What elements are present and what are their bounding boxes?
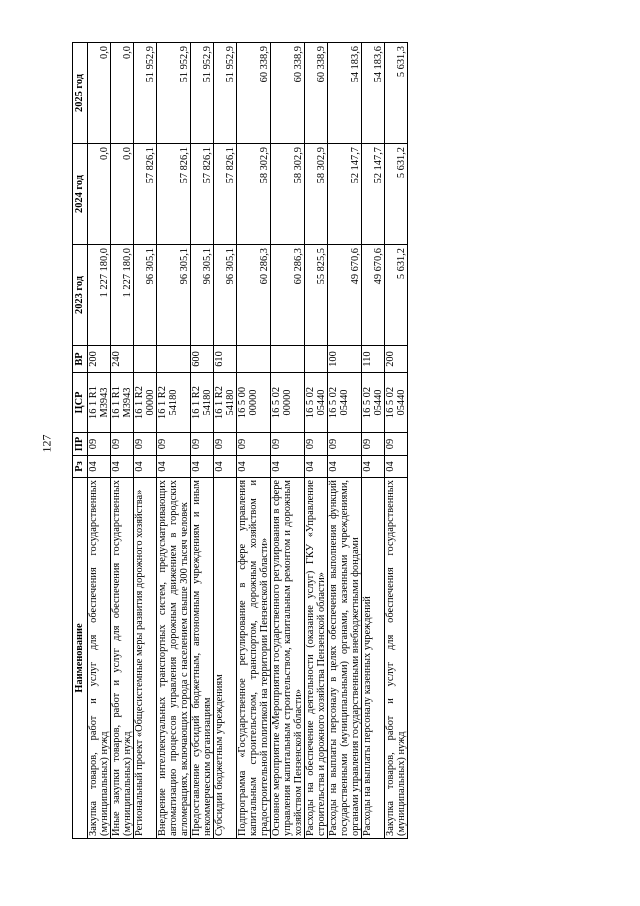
row-2023: 1 227 180,0 (88, 245, 111, 346)
row-2024: 58 302,9 (271, 144, 305, 245)
row-2024: 0,0 (111, 144, 134, 245)
row-csr: 16 1 R2 00000 (134, 373, 157, 433)
row-pr: 09 (134, 433, 157, 456)
table-row (271, 43, 305, 839)
row-name: Региональный проект «Общесистемные меры развития дорожного хозяйства» (134, 478, 157, 839)
table-row (134, 43, 157, 839)
row-name: Подпрограмма «Государственное регулирование в сфере управления капитальным строительством, транспортом, дорожным хозяйством и градостроительной политикой на территории Пензенской области» (237, 478, 271, 839)
header-vr: ВР (73, 346, 88, 373)
row-pr: 09 (157, 433, 191, 456)
table-header-row (73, 43, 88, 839)
row-pr: 09 (305, 433, 328, 456)
row-2024: 57 826,1 (214, 144, 237, 245)
header-2024: 2024 год (73, 144, 88, 245)
row-2024: 52 147,7 (362, 144, 385, 245)
row-vr (271, 346, 305, 373)
row-2025: 51 952,9 (191, 43, 214, 144)
row-2024: 57 826,1 (191, 144, 214, 245)
row-2025: 51 952,9 (214, 43, 237, 144)
row-name: Внедрение интеллектуальных транспортных систем, предусматривающих автоматизацию процессов управления дорожным движением в городских агломерациях, включающих города с населением свыше 300 тысяч человек (157, 478, 191, 839)
row-pr: 09 (362, 433, 385, 456)
table-row (328, 43, 362, 839)
row-vr: 610 (214, 346, 237, 373)
row-name: Закупка товаров, работ и услуг для обеспечения государственных (муниципальных) нужд (88, 478, 111, 839)
table-row (88, 43, 111, 839)
row-rz: 04 (157, 456, 191, 478)
row-pr: 09 (237, 433, 271, 456)
row-rz: 04 (305, 456, 328, 478)
table-row (385, 43, 408, 839)
row-2025: 54 183,6 (328, 43, 362, 144)
table-row (237, 43, 271, 839)
header-csr: ЦСР (73, 373, 88, 433)
row-name: Основное мероприятие «Мероприятия государственного регулирования в сфере управления капитальным строительством, капитальным ремонтом и дорожным хозяйством Пензенской области» (271, 478, 305, 839)
row-pr: 09 (191, 433, 214, 456)
row-2024: 58 302,9 (237, 144, 271, 245)
table-row (305, 43, 328, 839)
row-rz: 04 (328, 456, 362, 478)
row-csr: 16 5 02 05440 (328, 373, 362, 433)
row-pr: 09 (111, 433, 134, 456)
row-2023: 96 305,1 (157, 245, 191, 346)
row-rz: 04 (362, 456, 385, 478)
row-2025: 60 338,9 (305, 43, 328, 144)
row-vr: 100 (328, 346, 362, 373)
row-pr: 09 (271, 433, 305, 456)
row-2023: 60 286,3 (271, 245, 305, 346)
budget-table-container (72, 43, 562, 839)
row-name: Расходы на выплаты персоналу казенных учреждений (362, 478, 385, 839)
row-pr: 09 (328, 433, 362, 456)
page-number: 127 (39, 434, 54, 453)
table-row (157, 43, 191, 839)
row-2024: 57 826,1 (134, 144, 157, 245)
row-name: Иные закупки товаров, работ и услуг для обеспечения государственных (муниципальных) нужд (111, 478, 134, 839)
row-vr: 600 (191, 346, 214, 373)
table-row (191, 43, 214, 839)
row-rz: 04 (111, 456, 134, 478)
row-pr: 09 (214, 433, 237, 456)
row-vr (305, 346, 328, 373)
row-name: Предоставление субсидий бюджетным, автономным учреждениям и иным некоммерческим организациям (191, 478, 214, 839)
row-pr: 09 (88, 433, 111, 456)
row-2025: 60 338,9 (237, 43, 271, 144)
row-2023: 60 286,3 (237, 245, 271, 346)
row-rz: 04 (88, 456, 111, 478)
row-csr: 16 1 R2 54180 (214, 373, 237, 433)
row-2023: 5 631,2 (385, 245, 408, 346)
row-vr: 240 (111, 346, 134, 373)
row-name: Субсидии бюджетным учреждениям (214, 478, 237, 839)
header-name: Наименование (73, 478, 88, 839)
row-2025: 51 952,9 (157, 43, 191, 144)
header-pr: ПР (73, 433, 88, 456)
row-csr: 16 5 02 00000 (271, 373, 305, 433)
row-rz: 04 (134, 456, 157, 478)
row-2024: 0,0 (88, 144, 111, 245)
row-name: Расходы на обеспечение деятельности (оказание услуг) ГКУ «Управление строительства и дорожного хозяйства Пензенской области» (305, 478, 328, 839)
row-2023: 1 227 180,0 (111, 245, 134, 346)
row-2023: 55 825,5 (305, 245, 328, 346)
row-vr: 110 (362, 346, 385, 373)
row-csr: 16 5 02 05440 (305, 373, 328, 433)
row-rz: 04 (214, 456, 237, 478)
row-vr: 200 (385, 346, 408, 373)
row-vr (134, 346, 157, 373)
row-2025: 0,0 (111, 43, 134, 144)
row-2024: 52 147,7 (328, 144, 362, 245)
row-pr: 09 (385, 433, 408, 456)
row-2023: 96 305,1 (191, 245, 214, 346)
row-csr: 16 5 00 00000 (237, 373, 271, 433)
header-rz: Рз (73, 456, 88, 478)
row-2023: 49 670,6 (362, 245, 385, 346)
row-2025: 0,0 (88, 43, 111, 144)
row-2024: 58 302,9 (305, 144, 328, 245)
row-name: Закупка товаров, работ и услуг для обеспечения государственных (муниципальных) нужд (385, 478, 408, 839)
row-vr: 200 (88, 346, 111, 373)
row-2025: 54 183,6 (362, 43, 385, 144)
row-rz: 04 (237, 456, 271, 478)
row-2023: 96 305,1 (214, 245, 237, 346)
row-2023: 96 305,1 (134, 245, 157, 346)
table-row (362, 43, 385, 839)
header-2025: 2025 год (73, 43, 88, 144)
row-rz: 04 (191, 456, 214, 478)
row-csr: 16 1 R2 54180 (157, 373, 191, 433)
table-row (214, 43, 237, 839)
row-2025: 51 952,9 (134, 43, 157, 144)
row-csr: 16 5 02 05440 (385, 373, 408, 433)
row-csr: 16 1 R2 54180 (191, 373, 214, 433)
row-csr: 16 1 R1 M3943 (111, 373, 134, 433)
row-2025: 60 338,9 (271, 43, 305, 144)
row-2024: 57 826,1 (157, 144, 191, 245)
row-rz: 04 (271, 456, 305, 478)
header-2023: 2023 год (73, 245, 88, 346)
row-rz: 04 (385, 456, 408, 478)
row-2024: 5 631,2 (385, 144, 408, 245)
row-csr: 16 1 R1 M3943 (88, 373, 111, 433)
row-csr: 16 5 02 05440 (362, 373, 385, 433)
budget-table (72, 42, 408, 839)
table-row (111, 43, 134, 839)
row-vr (157, 346, 191, 373)
row-2023: 49 670,6 (328, 245, 362, 346)
row-2025: 5 631,3 (385, 43, 408, 144)
row-name: Расходы на выплаты персоналу в целях обеспечения выполнения функций государственными (муниципальными) органами, казенными учреждениями, органами управления государственными внебюджетными фондами (328, 478, 362, 839)
row-vr (237, 346, 271, 373)
